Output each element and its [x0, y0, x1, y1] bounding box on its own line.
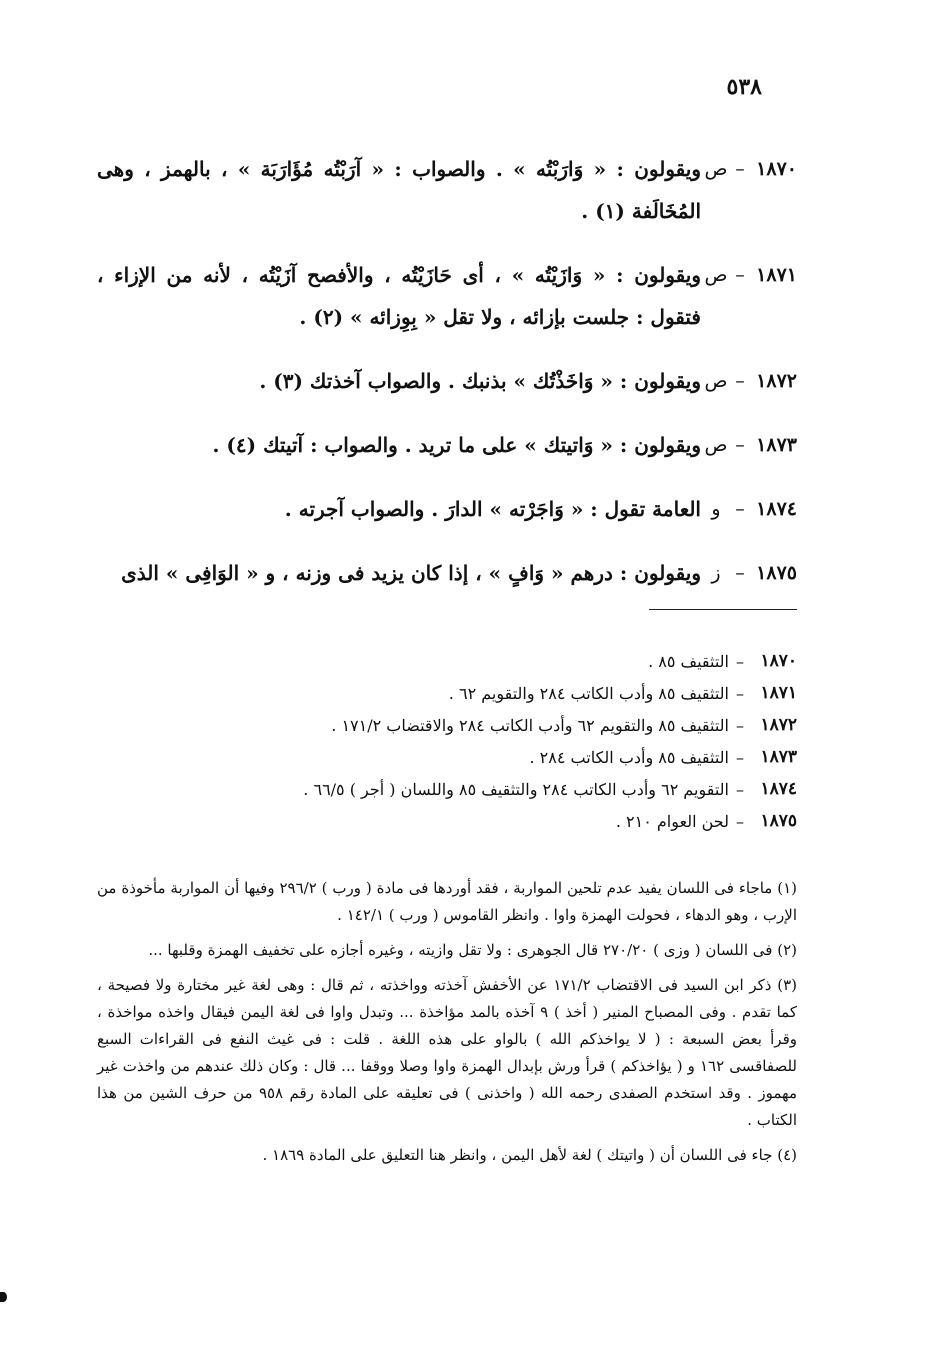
source-text: التثقيف ٨٥ والتقويم ٦٢ وأدب الكاتب ٢٨٤ والاقتضاب ١٧١/٢ . [331, 715, 729, 735]
entry-number: ١٨٧٠ [756, 158, 797, 180]
entry-text: العامة تقول : « وَاجَرْته » الدارَ . والصواب آجرته . [284, 497, 701, 521]
source-entry-number: ١٨٧٥ [760, 811, 797, 831]
source-text: التثقيف ٨٥ . [648, 651, 729, 671]
source-text: التثقيف ٨٥ وأدب الكاتب ٢٨٤ والتقويم ٦٢ . [448, 683, 729, 703]
source-dash: – [736, 715, 744, 735]
entry-source-letter: ص [704, 434, 728, 456]
entry-number: ١٨٧٣ [756, 434, 797, 456]
source-line [97, 741, 797, 773]
footnotes [97, 875, 797, 1177]
entry-text: ويقولون : درهم « وَافٍ » ، إذا كان يزيد فى وزنه ، و « الوَافِى » الذى [121, 561, 701, 585]
entry-dash: – [735, 264, 745, 286]
source-entry-number: ١٨٧٠ [760, 651, 797, 671]
entry-text: ويقولون : « وَاتيتك » على ما تريد . والصواب : آتيتك (٤) . [212, 433, 701, 457]
footnote-divider [649, 609, 797, 610]
entry-source-letter: ص [704, 158, 728, 180]
entry [97, 552, 797, 594]
entries-list [97, 148, 797, 616]
source-line [97, 805, 797, 837]
entry-source-letter: ز [711, 562, 721, 584]
entry [97, 254, 797, 338]
source-line [97, 773, 797, 805]
source-entry-number: ١٨٧٢ [760, 715, 797, 735]
source-dash: – [736, 683, 744, 703]
page-number: ٥٣٨ [726, 74, 762, 100]
entry [97, 360, 797, 402]
source-dash: – [736, 651, 744, 671]
footnote: (٣) ذكر ابن السيد فى الاقتضاب ١٧١/٢ عن الأخفش آخذته وواخذته ، ثم قال : وهى لغة غير مختارة ولا فصيحة ، كما تقدم . وفى المصباح المنير ( أخذ ) ٩ آخذه بالمد مؤاخذة ... وتبدل واوا فى لغة اليمن فيقال واخذه مواخذة ، وقرأ بعض السبعة : ( لا يواخذكم الله ) بالواو على هذه اللغة . قلت : فى غيث النفع فى القراءات السبع للصفاقسى ١٦٢ و ( يؤاخذكم ) قرأ ورش بإبدال الهمزة واوا وصلا ووقفا ... قال : وكان ذلك عندهم من واخذت غير مهموز . وقد استخدم الصفدى رحمه الله ( واخذنى ) فى تعليقه على المادة رقم ٩٥٨ من حرف الشين من هذا الكتاب . [97, 976, 797, 1129]
entry-dash: – [735, 562, 745, 584]
entry-number: ١٨٧٢ [756, 370, 797, 392]
entry-dash: – [735, 158, 745, 180]
entry-text: ويقولون : « وَارَبْتُه » . والصواب : « آرَبْتُه مُؤَارَبَة » ، بالهمز ، وهى المُخَالَفة (١) . [97, 157, 701, 223]
source-dash: – [736, 779, 744, 799]
source-text: لحن العوام ٢١٠ . [615, 811, 729, 831]
footnote: (١) ماجاء فى اللسان يفيد عدم تلحين المواربة ، فقد أوردها فى مادة ( ورب ) ٢٩٦/٢ وفيها أن المواربة مأخوذة من الإرب ، وهو الدهاء ، فحولت الهمزة واوا . وانظر القاموس ( ورب ) ١٤٢/١ . [97, 879, 797, 924]
footnote: (٤) جاء فى اللسان أن ( واتيتك ) لغة لأهل اليمن ، وانظر هنا التعليق على المادة ١٨٦٩ . [262, 1146, 797, 1164]
source-line [97, 677, 797, 709]
margin-mark [0, 1292, 7, 1302]
source-line [97, 645, 797, 677]
entry-number: ١٨٧٥ [756, 562, 797, 584]
entry-number: ١٨٧٤ [756, 498, 797, 520]
entry-number: ١٨٧١ [756, 264, 797, 286]
entry-source-letter: ص [704, 370, 728, 392]
entry-text: ويقولون : « وَازَيْتُه » ، أى حَازَيْتُه ، والأفصح آزَيْتُه ، لأنه من الإزاء ، فتقول : جلست بإزائه ، ولا تقل « بِوِزائه » (٢) . [97, 263, 701, 329]
entry [97, 148, 797, 232]
source-dash: – [736, 811, 744, 831]
source-entry-number: ١٨٧٤ [760, 779, 797, 799]
entry [97, 424, 797, 466]
sources-list [97, 645, 797, 837]
source-text: التثقيف ٨٥ وأدب الكاتب ٢٨٤ . [529, 747, 729, 767]
source-entry-number: ١٨٧١ [760, 683, 797, 703]
entry-dash: – [735, 370, 745, 392]
source-dash: – [736, 747, 744, 767]
source-line [97, 709, 797, 741]
source-text: التقويم ٦٢ وأدب الكاتب ٢٨٤ والتثقيف ٨٥ واللسان ( أجر ) ٦٦/٥ . [303, 779, 729, 799]
footnote: (٢) فى اللسان ( وزى ) ٢٧٠/٢٠ قال الجوهرى : ولا تقل وازيته ، وغيره أجازه على تخفيف الهمزة وقلبها ... [148, 941, 797, 959]
entry-text: ويقولون : « وَاخَذْتُك » بذنبك . والصواب آخذتك (٣) . [259, 369, 701, 393]
entry-dash: – [735, 434, 745, 456]
entry-dash: – [735, 498, 745, 520]
entry [97, 488, 797, 530]
source-entry-number: ١٨٧٣ [760, 747, 797, 767]
entry-source-letter: و [711, 498, 721, 520]
entry-source-letter: ص [704, 264, 728, 286]
